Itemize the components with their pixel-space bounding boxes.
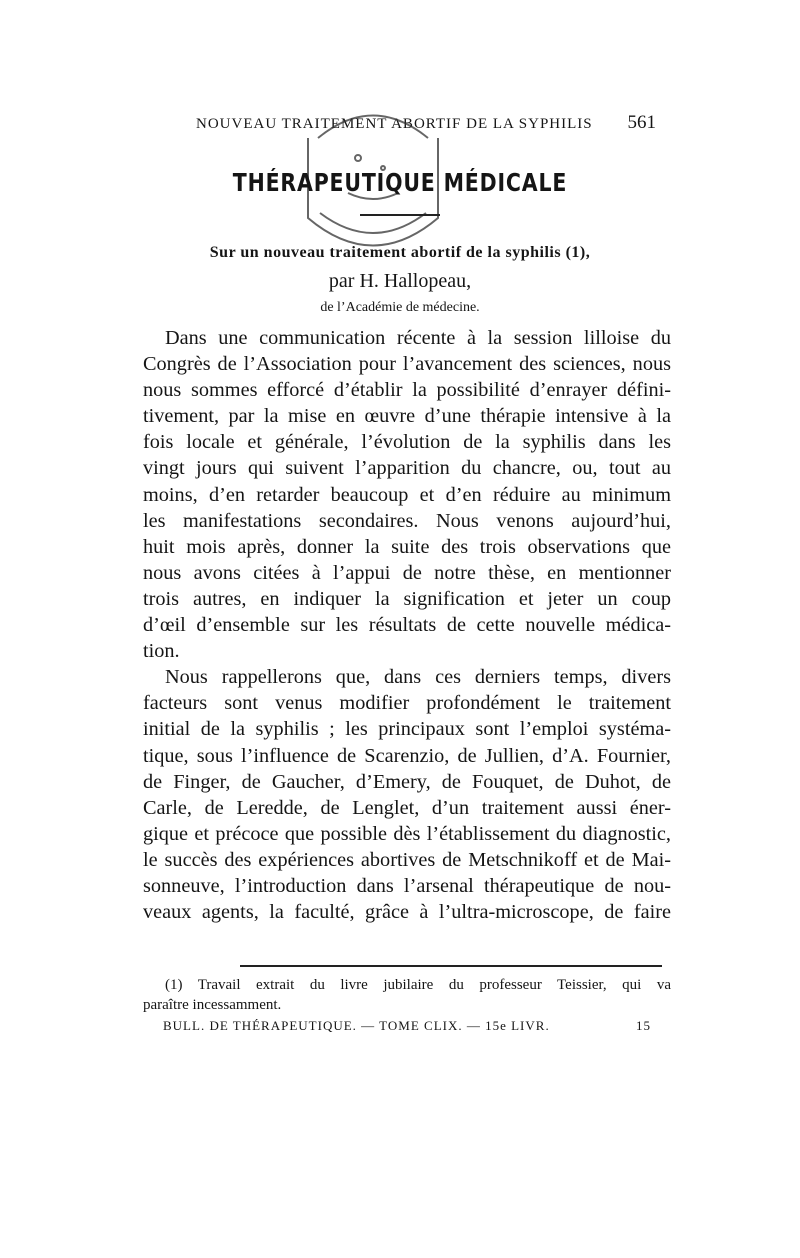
footnote-rule [240, 965, 662, 967]
paragraph [143, 325, 671, 664]
paragraph [143, 664, 671, 925]
text-line: facteurs sont venus modifier profondément le traitement [143, 692, 671, 715]
text-line: tique, sous l’influence de Scarenzio, de Jullien, d’A. Fournier, [143, 744, 671, 767]
running-title: NOUVEAU TRAITEMENT ABORTIF DE LA SYPHILIS [196, 116, 593, 132]
article-body [143, 325, 671, 925]
page-number: 561 [627, 112, 656, 133]
text-line: huit mois après, donner la suite des trois observations que [143, 535, 671, 558]
text-line: veaux agents, la faculté, grâce à l’ultra-microscope, de faire [143, 901, 671, 924]
signature-number: 15 [636, 1018, 651, 1033]
signature-text: BULL. DE THÉRAPEUTIQUE. — TOME CLIX. — 15e LIVR. [163, 1018, 550, 1033]
text-line: moins, d’en retarder beaucoup et d’en réduire au minimum [143, 483, 671, 506]
text-line: tion. [143, 640, 180, 663]
text-line: Nous rappellerons que, dans ces derniers temps, divers [165, 666, 671, 689]
text-line: gique et précoce que possible dès l’établissement du diagnostic, [143, 822, 671, 845]
text-line: de Finger, de Gaucher, d’Emery, de Fouquet, de Duhot, de [143, 770, 671, 793]
footnote-line: (1) Travail extrait du livre jubilaire du professeur Teissier, qui va [165, 977, 671, 993]
text-line: trois autres, en indiquer la signification et jeter un coup [143, 587, 671, 610]
text-line: les manifestations secondaires. Nous venons aujourd’hui, [143, 509, 671, 532]
text-line: initial de la syphilis ; les principaux sont l’emploi systéma- [143, 718, 671, 741]
text-line: d’œil d’ensemble sur les résultats de cette nouvelle médica- [143, 614, 671, 637]
text-line: Dans une communication récente à la session lilloise du [165, 327, 671, 349]
text-line: nous avons citées à l’appui de notre thèse, en mentionner [143, 561, 671, 584]
text-line: nous sommes efforcé d’établir la possibilité d’enrayer défini- [143, 379, 671, 402]
text-line: vingt jours qui suivent l’apparition du chancre, ou, tout au [143, 457, 671, 480]
footnote-line: paraître incessamment. [143, 997, 282, 1013]
article-author: par H. Hallopeau, [328, 270, 472, 292]
text-line: le succès des expériences abortives de Metschnikoff et de Mai- [143, 848, 671, 871]
printer-signature [163, 1018, 651, 1034]
text-line: sonneuve, l’introduction dans l’arsenal thérapeutique de nou- [143, 874, 671, 897]
text-line: fois locale et générale, l’évolution de la syphilis dans les [143, 431, 671, 454]
section-title: THÉRAPEUTIQUE MÉDICALE [232, 168, 568, 197]
title-rule [360, 214, 440, 216]
article-title: Sur un nouveau traitement abortif de la syphilis (1), [209, 244, 591, 261]
text-line: tivement, par la mise en œuvre d’une thérapie intensive à la [143, 405, 671, 428]
author-affiliation: de l’Académie de médecine. [320, 300, 480, 315]
text-line: Congrès de l’Association pour l’avancement des sciences, nous [143, 353, 671, 376]
footnote [143, 975, 671, 1015]
text-line: Carle, de Leredde, de Lenglet, d’un traitement aussi éner- [143, 796, 671, 819]
